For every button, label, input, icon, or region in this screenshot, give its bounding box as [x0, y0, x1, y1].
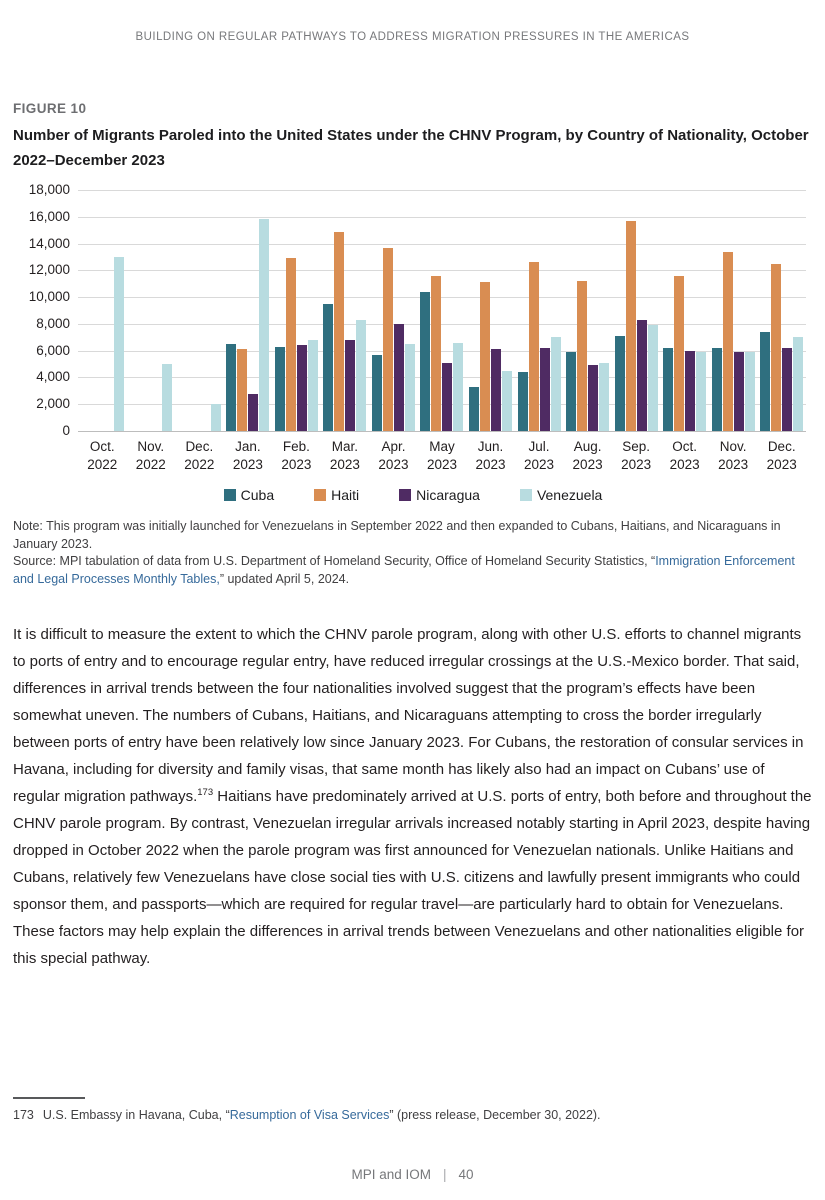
page-number: 40 — [458, 1167, 474, 1182]
chart-plot-row — [13, 182, 813, 438]
bar-nicaragua — [734, 352, 744, 431]
x-tick-label: Apr. 2023 — [378, 439, 409, 472]
bar-group — [272, 190, 321, 431]
footnote-divider — [13, 1097, 85, 1099]
bar-haiti — [286, 258, 296, 431]
bar-group — [369, 190, 418, 431]
x-axis-labels — [78, 438, 806, 474]
bar-group — [127, 190, 176, 431]
plot-area — [78, 190, 806, 431]
bar-group — [515, 190, 564, 431]
bar-nicaragua — [685, 351, 695, 431]
bar-venezuela — [162, 364, 172, 431]
page-footer — [0, 1167, 825, 1182]
bar-haiti — [237, 349, 247, 431]
bar-haiti — [480, 282, 490, 431]
bar-cuba — [760, 332, 770, 431]
bar-nicaragua — [491, 349, 501, 431]
bar-nicaragua — [345, 340, 355, 431]
source-text-suffix: ” updated April 5, 2024. — [219, 571, 350, 586]
figure-note: Note: This program was initially launched for Venezuelans in September 2022 and then expanded to Cubans, Haitians, and Nicaraguans in January 2023. — [13, 519, 781, 551]
bar-nicaragua — [394, 324, 404, 431]
bar-cuba — [615, 336, 625, 431]
bar-group — [224, 190, 273, 431]
y-tick-label: 4,000 — [36, 369, 70, 385]
x-tick-label: Nov. 2022 — [135, 439, 166, 472]
bar-haiti — [674, 276, 684, 431]
bar-haiti — [577, 281, 587, 431]
bar-group — [78, 190, 127, 431]
bar-group — [757, 190, 806, 431]
bar-cuba — [420, 292, 430, 431]
legend-label: Haiti — [331, 487, 360, 503]
bar-venezuela — [745, 352, 755, 431]
legend-item-venezuela — [520, 487, 602, 503]
figure-source — [13, 553, 813, 588]
footnote — [13, 1107, 803, 1124]
bar-venezuela — [599, 363, 609, 431]
bar-venezuela — [696, 352, 706, 431]
bar-nicaragua — [782, 348, 792, 431]
y-tick-label: 12,000 — [28, 262, 70, 278]
footnote-block — [13, 1097, 803, 1124]
bar-group — [175, 190, 224, 431]
bar-group — [660, 190, 709, 431]
bar-venezuela — [259, 219, 269, 431]
footnote-ref: 173 — [197, 787, 214, 798]
bar-cuba — [226, 344, 236, 431]
bar-nicaragua — [637, 320, 647, 431]
bar-cuba — [469, 387, 479, 431]
y-tick-label: 10,000 — [28, 289, 70, 305]
bar-venezuela — [211, 404, 221, 431]
x-tick-label: Mar. 2023 — [329, 439, 360, 472]
bar-groups — [78, 190, 806, 431]
legend-label: Venezuela — [536, 487, 603, 503]
footnote-link[interactable]: Resumption of Visa Services — [229, 1108, 390, 1122]
chart — [13, 182, 813, 503]
figure-label: FIGURE 10 — [13, 101, 87, 116]
x-tick-label: Aug. 2023 — [572, 439, 603, 472]
x-tick-label: May 2023 — [426, 439, 457, 472]
legend-swatch — [520, 489, 532, 501]
bar-group — [321, 190, 370, 431]
bar-group — [418, 190, 467, 431]
bar-venezuela — [114, 257, 124, 431]
legend-item-cuba — [224, 487, 274, 503]
legend-label: Nicaragua — [416, 487, 480, 503]
bar-group — [563, 190, 612, 431]
bar-venezuela — [356, 320, 366, 431]
legend-swatch — [314, 489, 326, 501]
bar-haiti — [431, 276, 441, 431]
bar-venezuela — [793, 337, 803, 431]
body-text-part1: It is difficult to measure the extent to which the CHNV parole program, along with other U.S. efforts to channel migrants to ports of entry and to encourage regular entry, have reduced irregular crossings at the U.S.-Mexico border. That said, differences in arrival trends between the four nationalities involved suggest that the program’s effects have been somewhat uneven. The numbers of Cubans, Haitians, and Nicaraguans attempting to cross the border irregularly between ports of entry have been relatively low since January 2023. For Cubans, the restoration of consular services in Havana, including for diversity and family visas, that same month has likely also had an impact on Cubans’ use of regular migration pathways. — [13, 626, 804, 805]
source-text-prefix: Source: MPI tabulation of data from U.S. Department of Homeland Security, Office of Homeland Security Statistics, “ — [13, 554, 656, 568]
x-tick-label: Sep. 2023 — [621, 439, 652, 472]
bar-nicaragua — [248, 394, 258, 431]
bar-group — [709, 190, 758, 431]
body-paragraph — [13, 621, 813, 972]
footnote-text-suffix: ” (press release, December 30, 2022). — [389, 1108, 601, 1122]
bar-cuba — [518, 372, 528, 431]
y-tick-label: 6,000 — [36, 342, 70, 358]
x-tick-label: Jun. 2023 — [475, 439, 506, 472]
bar-nicaragua — [297, 345, 307, 431]
running-header: BUILDING ON REGULAR PATHWAYS TO ADDRESS MIGRATION PRESSURES IN THE AMERICAS — [135, 31, 690, 43]
gridline — [78, 431, 806, 432]
figure-title: Number of Migrants Paroled into the United States under the CHNV Program, by Country of Nationality, October 2022–December 2023 — [13, 127, 809, 169]
bar-haiti — [529, 262, 539, 431]
legend-swatch — [399, 489, 411, 501]
bar-cuba — [275, 347, 285, 431]
legend-item-haiti — [314, 487, 359, 503]
bar-haiti — [771, 264, 781, 431]
bar-venezuela — [453, 343, 463, 431]
body-text-part2: Haitians have predominately arrived at U.S. ports of entry, both before and throughout the CHNV parole program. By contrast, Venezuelan irregular arrivals increased notably starting in April 2023, despite having dropped in October 2022 when the parole program was first announced for Venezuelan nationals. Unlike Haitians and Cubans, relatively few Venezuelans have close social ties with U.S. citizens and lawfully present immigrants who could sponsor them, and passports—which are required for regular travel—are particularly hard to obtain for Venezuelans. These factors may help explain the differences in arrival trends between Venezuelans and other nationalities eligible for this special pathway. — [13, 788, 812, 967]
bar-haiti — [626, 221, 636, 431]
x-tick-label: Feb. 2023 — [281, 439, 312, 472]
bar-venezuela — [551, 337, 561, 431]
footnote-text-prefix: U.S. Embassy in Havana, Cuba, “ — [42, 1108, 230, 1122]
figure-notes — [13, 518, 813, 588]
bar-haiti — [723, 252, 733, 431]
bar-haiti — [334, 232, 344, 431]
bar-cuba — [712, 348, 722, 431]
bar-venezuela — [308, 340, 318, 431]
x-tick-label: Oct. 2022 — [87, 439, 118, 472]
x-tick-label: Jan. 2023 — [232, 439, 263, 472]
legend — [13, 487, 813, 503]
y-tick-label: 18,000 — [28, 182, 70, 197]
y-tick-label: 2,000 — [36, 396, 70, 412]
source-link[interactable]: Immigration Enforcement and Legal Processes Monthly Tables, — [13, 554, 795, 586]
footnote-number: 173 — [13, 1108, 34, 1122]
bar-nicaragua — [540, 348, 550, 431]
x-tick-label: Jul. 2023 — [524, 439, 555, 472]
x-tick-label: Dec. 2022 — [184, 439, 215, 472]
bar-nicaragua — [442, 363, 452, 431]
bar-venezuela — [405, 344, 415, 431]
y-tick-label: 0 — [62, 423, 70, 438]
bar-group — [612, 190, 661, 431]
footer-separator: | — [442, 1167, 447, 1182]
y-tick-label: 16,000 — [28, 208, 70, 224]
bar-cuba — [663, 348, 673, 431]
x-tick-label: Oct. 2023 — [669, 439, 700, 472]
bar-venezuela — [502, 371, 512, 431]
content — [13, 101, 813, 972]
bar-cuba — [372, 355, 382, 431]
bar-cuba — [323, 304, 333, 431]
legend-label: Cuba — [240, 487, 275, 503]
y-axis-labels — [13, 182, 70, 438]
footer-brand: MPI and IOM — [351, 1167, 431, 1182]
bar-venezuela — [648, 325, 658, 431]
legend-item-nicaragua — [399, 487, 480, 503]
x-tick-label: Dec. 2023 — [766, 439, 797, 472]
legend-swatch — [224, 489, 236, 501]
y-tick-label: 8,000 — [36, 315, 70, 331]
bar-nicaragua — [588, 365, 598, 431]
bar-haiti — [383, 248, 393, 431]
y-tick-label: 14,000 — [28, 235, 70, 251]
x-tick-label: Nov. 2023 — [718, 439, 749, 472]
bar-cuba — [566, 352, 576, 431]
bar-group — [466, 190, 515, 431]
